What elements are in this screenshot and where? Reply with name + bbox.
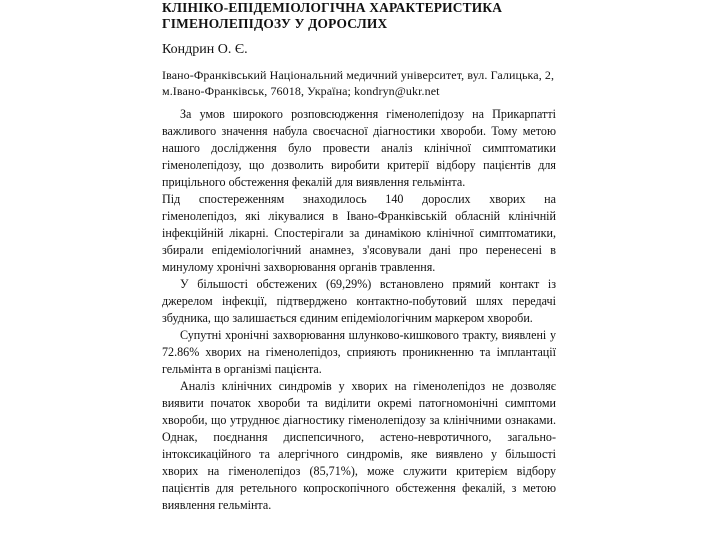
text-line: Однак, поєднання диспепсичного, астено-невротичного, загально- xyxy=(162,430,556,444)
text-line: прицільного обстеження фекалій для виявлення гельмінта. xyxy=(162,175,466,189)
text-line: джерелом інфекції, підтверджено контактно-побутовий шлях передачі xyxy=(162,294,556,308)
text-line: гіменолепідоз, які лікувалися в Івано-Франківській обласній клінічній xyxy=(162,209,556,223)
author-name: Кондрин О. Є. xyxy=(162,42,248,57)
text-line: збудника, що залишається єдиним епідеміологічним маркером хвороби. xyxy=(162,311,533,325)
text-line: 72.86% хворих на гіменолепідоз, сприяють проникненню та імплантації xyxy=(162,345,556,359)
text-line: виявити початок хвороби та виділити окремі патогномонічні симптоми xyxy=(162,396,556,410)
text-line: нашого дослідження було провести аналіз клінічної симптоматики xyxy=(162,141,556,155)
text-line: Аналіз клінічних синдромів у хворих на гіменолепідоз не дозволяє xyxy=(180,379,556,393)
text-line: За умов широкого розповсюдження гіменолепідозу на Прикарпатті xyxy=(180,107,556,121)
affiliation-line: м.Івано-Франківськ, 76018, Україна; kondryn@ukr.net xyxy=(162,83,440,98)
text-line: інфекційній лікарні. Спостерігали за динамікою клінічної симптоматики, xyxy=(162,226,556,240)
text-line: збирали епідеміологічний анамнез, з'ясовували дані про перенесені в xyxy=(162,243,556,257)
author-affiliation xyxy=(162,68,556,99)
text-line: Під спостереженням знаходилось 140 дорослих хворих на xyxy=(162,192,556,206)
title-line: КЛІНІКО-ЕПІДЕМІОЛОГІЧНА ХАРАКТЕРИСТИКА xyxy=(162,0,503,15)
paper-title xyxy=(162,0,556,32)
text-line: виявлення гельмінта. xyxy=(162,498,272,512)
text-line: хворих на гіменолепідоз (85,71%), може служити критерієм відбору xyxy=(162,464,556,478)
text-line: минулому хронічні захворювання органів травлення. xyxy=(162,260,436,274)
text-line: інтоксикаційного та алергічного синдромів, яке виявлено у більшості xyxy=(162,447,556,461)
text-line: У більшості обстежених (69,29%) встановлено прямий контакт із xyxy=(180,277,556,291)
affiliation-line: Івано-Франківський Національний медичний університет, вул. Галицька, 2, xyxy=(162,68,555,82)
text-line: хвороби, що утруднює діагностику гіменолепідозу за клінічними ознаками. xyxy=(162,413,556,427)
text-line: Супутні хронічні захворювання шлунково-кишкового тракту, виявлені у xyxy=(180,328,556,342)
text-line: пацієнтів для ретельного копроскопічного обстеження фекалій, з метою xyxy=(162,481,556,495)
text-line: важливого значення набула своєчасної діагностики хвороби. Тому метою xyxy=(162,124,556,138)
text-line: гельмінта в організмі пацієнта. xyxy=(162,362,322,376)
title-line: ГІМЕНОЛЕПІДОЗУ У ДОРОСЛИХ xyxy=(162,16,388,31)
abstract-body xyxy=(162,106,556,514)
text-line: гіменолепідозу, що дозволить виробити критерії відбору пацієнтів для xyxy=(162,158,556,172)
